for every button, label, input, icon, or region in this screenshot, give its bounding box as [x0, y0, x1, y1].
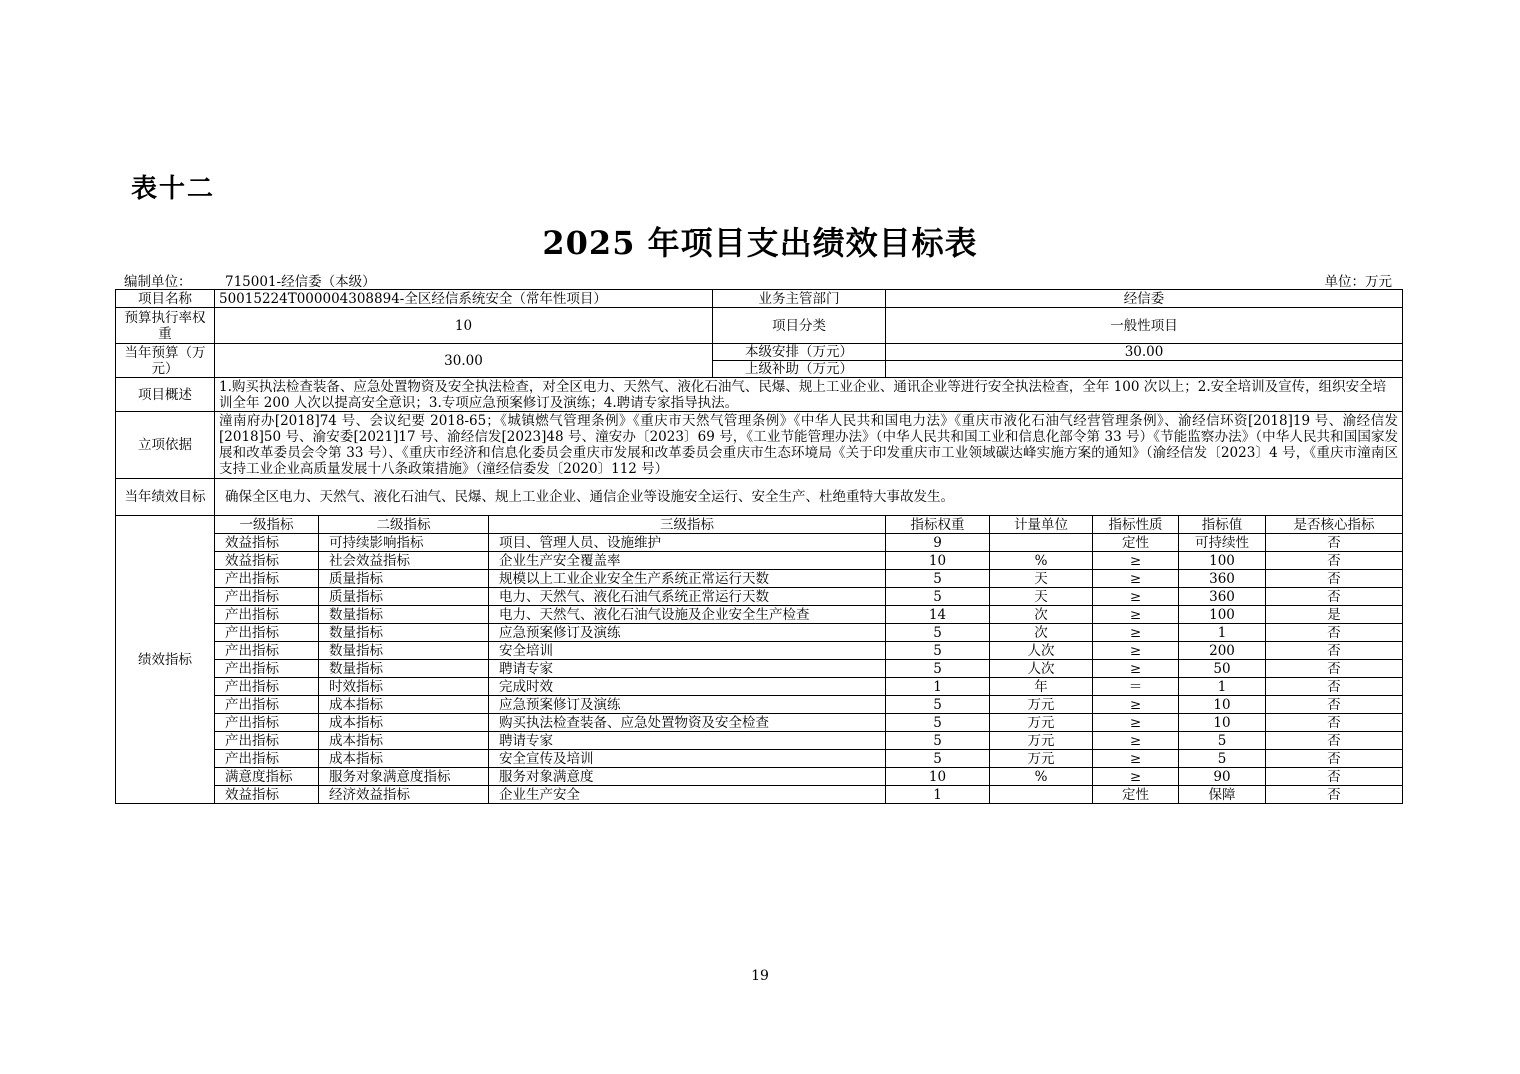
- goal-row: [116, 479, 1403, 516]
- level3-cell: 安全宣传及培训: [489, 750, 886, 768]
- upper-subsidy-value: [886, 361, 1403, 378]
- level3-cell: 应急预案修订及演练: [489, 696, 886, 714]
- overview-label: 项目概述: [116, 378, 215, 412]
- category-value: 一般性项目: [886, 308, 1403, 344]
- page-number: 19: [751, 968, 769, 984]
- nature-cell: ≥: [1093, 606, 1179, 624]
- table-row: [116, 732, 1403, 750]
- table-row: [116, 588, 1403, 606]
- nature-cell: ＝: [1093, 678, 1179, 696]
- goal-label: 当年绩效目标: [116, 479, 215, 516]
- level2-cell: 服务对象满意度指标: [319, 768, 489, 786]
- unit-cell: %: [990, 768, 1093, 786]
- table-row: [116, 714, 1403, 732]
- level1-cell: 效益指标: [215, 786, 319, 804]
- core-cell: 否: [1266, 552, 1403, 570]
- value-cell: 5: [1179, 732, 1266, 750]
- unit-cell: 天: [990, 588, 1093, 606]
- org-label: 编制单位：: [124, 274, 192, 290]
- nature-cell: 定性: [1093, 786, 1179, 804]
- budget-value: 30.00: [215, 344, 713, 378]
- unit-cell: %: [990, 552, 1093, 570]
- value-cell: 5: [1179, 750, 1266, 768]
- weight-row: [116, 308, 1403, 344]
- level3-cell: 聘请专家: [489, 732, 886, 750]
- value-cell: 1: [1179, 678, 1266, 696]
- nature-cell: ≥: [1093, 750, 1179, 768]
- unit-cell: 年: [990, 678, 1093, 696]
- goal-value: 确保全区电力、天然气、液化石油气、民爆、规上工业企业、通信企业等设施安全运行、安全生产、杜绝重特大事故发生。: [215, 479, 1403, 516]
- unit-cell: 次: [990, 606, 1093, 624]
- weight-cell: 5: [886, 714, 990, 732]
- weight-cell: 14: [886, 606, 990, 624]
- table-row: [116, 552, 1403, 570]
- core-cell: 否: [1266, 534, 1403, 552]
- value-cell: 50: [1179, 660, 1266, 678]
- core-cell: 否: [1266, 714, 1403, 732]
- core-cell: 否: [1266, 768, 1403, 786]
- table-row: [116, 624, 1403, 642]
- unit-cell: [990, 786, 1093, 804]
- value-cell: 10: [1179, 696, 1266, 714]
- level1-cell: 产出指标: [215, 642, 319, 660]
- project-name-value: 50015224T000004308894-全区经信系统安全（常年性项目）: [215, 290, 713, 308]
- level1-cell: 产出指标: [215, 678, 319, 696]
- core-cell: 是: [1266, 606, 1403, 624]
- core-cell: 否: [1266, 570, 1403, 588]
- level2-cell: 数量指标: [319, 606, 489, 624]
- level1-cell: 产出指标: [215, 624, 319, 642]
- weight-cell: 5: [886, 696, 990, 714]
- nature-cell: ≥: [1093, 570, 1179, 588]
- table-row: [116, 678, 1403, 696]
- overview-value: 1.购买执法检查装备、应急处置物资及安全执法检查，对全区电力、天然气、液化石油气、民爆、规上工业企业、通讯企业等进行安全执法检查，全年 100 次以上；2.安全培训及宣传，组织安全培训全年 200 人次以提高安全意识；3.专项应急预案修订及演练；4.聘请专家指导执法。: [215, 378, 1403, 412]
- unit-cell: 人次: [990, 642, 1093, 660]
- level3-cell: 购买执法检查装备、应急处置物资及安全检查: [489, 714, 886, 732]
- weight-cell: 5: [886, 642, 990, 660]
- weight-label: 预算执行率权重: [116, 308, 215, 344]
- header-value: 指标值: [1179, 516, 1266, 534]
- level2-cell: 数量指标: [319, 624, 489, 642]
- value-cell: 200: [1179, 642, 1266, 660]
- value-cell: 360: [1179, 570, 1266, 588]
- table-row: [116, 750, 1403, 768]
- level3-cell: 项目、管理人员、设施维护: [489, 534, 886, 552]
- weight-cell: 10: [886, 552, 990, 570]
- basis-row: [116, 412, 1403, 479]
- weight-cell: 5: [886, 750, 990, 768]
- level1-cell: 效益指标: [215, 552, 319, 570]
- level3-cell: 服务对象满意度: [489, 768, 886, 786]
- level3-cell: 规模以上工业企业安全生产系统正常运行天数: [489, 570, 886, 588]
- unit-cell: 万元: [990, 750, 1093, 768]
- upper-subsidy-label: 上级补助（万元）: [713, 361, 886, 378]
- table-row: [116, 534, 1403, 552]
- unit-label: 单位：万元: [1324, 274, 1392, 290]
- header-level3: 三级指标: [489, 516, 886, 534]
- table-row: [116, 696, 1403, 714]
- level3-cell: 电力、天然气、液化石油气设施及企业安全生产检查: [489, 606, 886, 624]
- level1-cell: 产出指标: [215, 714, 319, 732]
- level2-cell: 数量指标: [319, 642, 489, 660]
- table-row: [116, 570, 1403, 588]
- level1-cell: 产出指标: [215, 750, 319, 768]
- value-cell: 10: [1179, 714, 1266, 732]
- header-level1: 一级指标: [215, 516, 319, 534]
- unit-cell: 天: [990, 570, 1093, 588]
- value-cell: 保障: [1179, 786, 1266, 804]
- org-value: 715001-经信委（本级）: [225, 274, 376, 290]
- nature-cell: ≥: [1093, 642, 1179, 660]
- nature-cell: ≥: [1093, 588, 1179, 606]
- weight-cell: 5: [886, 660, 990, 678]
- level1-cell: 产出指标: [215, 660, 319, 678]
- project-name-row: [116, 290, 1403, 308]
- unit-cell: 万元: [990, 696, 1093, 714]
- header-core: 是否核心指标: [1266, 516, 1403, 534]
- weight-cell: 10: [886, 768, 990, 786]
- core-cell: 否: [1266, 696, 1403, 714]
- level3-cell: 企业生产安全: [489, 786, 886, 804]
- level3-cell: 电力、天然气、液化石油气系统正常运行天数: [489, 588, 886, 606]
- weight-cell: 9: [886, 534, 990, 552]
- level2-cell: 质量指标: [319, 570, 489, 588]
- core-cell: 否: [1266, 588, 1403, 606]
- basis-label: 立项依据: [116, 412, 215, 479]
- value-cell: 1: [1179, 624, 1266, 642]
- indicator-section-label: 绩效指标: [116, 516, 215, 804]
- nature-cell: ≥: [1093, 624, 1179, 642]
- level3-cell: 完成时效: [489, 678, 886, 696]
- level1-cell: 效益指标: [215, 534, 319, 552]
- table-row: [116, 606, 1403, 624]
- local-budget-label: 本级安排（万元）: [713, 344, 886, 361]
- value-cell: 100: [1179, 552, 1266, 570]
- level2-cell: 成本指标: [319, 714, 489, 732]
- level1-cell: 产出指标: [215, 732, 319, 750]
- value-cell: 100: [1179, 606, 1266, 624]
- unit-cell: 人次: [990, 660, 1093, 678]
- level2-cell: 成本指标: [319, 732, 489, 750]
- value-cell: 可持续性: [1179, 534, 1266, 552]
- level1-cell: 满意度指标: [215, 768, 319, 786]
- basis-value: 潼南府办[2018]74 号、会议纪要 2018-65；《城镇燃气管理条例》《重庆市天然气管理条例》《中华人民共和国电力法》《重庆市液化石油气经营管理条例》、渝经信环资[2018]19 号、渝经信发[2018]50 号、渝安委[2021]17 号、渝经信发[2023]48 号、潼安办〔2023〕69 号，《工业节能管理办法》（中华人民共和国工业和信息化部令第 33 号）《节能监察办法》（中华人民共和国国家发展和改革委员会令第 33 号）、《重庆市经济和信息化委员会重庆市发展和改革委员会重庆市生态环境局《关于印发重庆市工业领域碳达峰实施方案的通知》（渝经信发〔2023〕4 号，《重庆市潼南区支持工业企业高质量发展十八条政策措施》（潼经信委发〔2020〕112 号）: [215, 412, 1403, 479]
- level2-cell: 数量指标: [319, 660, 489, 678]
- table-row: [116, 642, 1403, 660]
- performance-target-table: [115, 289, 1403, 804]
- level1-cell: 产出指标: [215, 588, 319, 606]
- header-level2: 二级指标: [319, 516, 489, 534]
- level1-cell: 产出指标: [215, 696, 319, 714]
- overview-row: [116, 378, 1403, 412]
- nature-cell: ≥: [1093, 552, 1179, 570]
- level2-cell: 成本指标: [319, 750, 489, 768]
- unit-cell: 万元: [990, 732, 1093, 750]
- level1-cell: 产出指标: [215, 606, 319, 624]
- level2-cell: 质量指标: [319, 588, 489, 606]
- dept-label: 业务主管部门: [713, 290, 886, 308]
- nature-cell: ≥: [1093, 732, 1179, 750]
- weight-cell: 5: [886, 570, 990, 588]
- core-cell: 否: [1266, 732, 1403, 750]
- weight-cell: 1: [886, 678, 990, 696]
- level3-cell: 聘请专家: [489, 660, 886, 678]
- nature-cell: 定性: [1093, 534, 1179, 552]
- core-cell: 否: [1266, 750, 1403, 768]
- indicator-header-row: [116, 516, 1403, 534]
- level2-cell: 成本指标: [319, 696, 489, 714]
- core-cell: 否: [1266, 678, 1403, 696]
- core-cell: 否: [1266, 660, 1403, 678]
- table-row: [116, 786, 1403, 804]
- weight-cell: 5: [886, 624, 990, 642]
- unit-cell: [990, 534, 1093, 552]
- weight-cell: 5: [886, 732, 990, 750]
- header-nature: 指标性质: [1093, 516, 1179, 534]
- unit-cell: 万元: [990, 714, 1093, 732]
- category-label: 项目分类: [713, 308, 886, 344]
- dept-value: 经信委: [886, 290, 1403, 308]
- weight-cell: 5: [886, 588, 990, 606]
- budget-label: 当年预算（万元）: [116, 344, 215, 378]
- core-cell: 否: [1266, 642, 1403, 660]
- unit-cell: 次: [990, 624, 1093, 642]
- level2-cell: 经济效益指标: [319, 786, 489, 804]
- table-number: 表十二: [131, 174, 216, 204]
- level2-cell: 可持续影响指标: [319, 534, 489, 552]
- level3-cell: 企业生产安全覆盖率: [489, 552, 886, 570]
- weight-cell: 1: [886, 786, 990, 804]
- local-budget-value: 30.00: [886, 344, 1403, 361]
- core-cell: 否: [1266, 624, 1403, 642]
- header-unit: 计量单位: [990, 516, 1093, 534]
- level3-cell: 应急预案修订及演练: [489, 624, 886, 642]
- table-row: [116, 768, 1403, 786]
- level1-cell: 产出指标: [215, 570, 319, 588]
- nature-cell: ≥: [1093, 714, 1179, 732]
- weight-value: 10: [215, 308, 713, 344]
- nature-cell: ≥: [1093, 768, 1179, 786]
- level3-cell: 安全培训: [489, 642, 886, 660]
- value-cell: 90: [1179, 768, 1266, 786]
- budget-row: [116, 344, 1403, 361]
- nature-cell: ≥: [1093, 696, 1179, 714]
- nature-cell: ≥: [1093, 660, 1179, 678]
- table-row: [116, 660, 1403, 678]
- project-name-label: 项目名称: [116, 290, 215, 308]
- core-cell: 否: [1266, 786, 1403, 804]
- document-title: 2025 年项目支出绩效目标表: [542, 224, 978, 262]
- level2-cell: 社会效益指标: [319, 552, 489, 570]
- header-weight: 指标权重: [886, 516, 990, 534]
- value-cell: 360: [1179, 588, 1266, 606]
- meta-row: [124, 270, 1392, 288]
- level2-cell: 时效指标: [319, 678, 489, 696]
